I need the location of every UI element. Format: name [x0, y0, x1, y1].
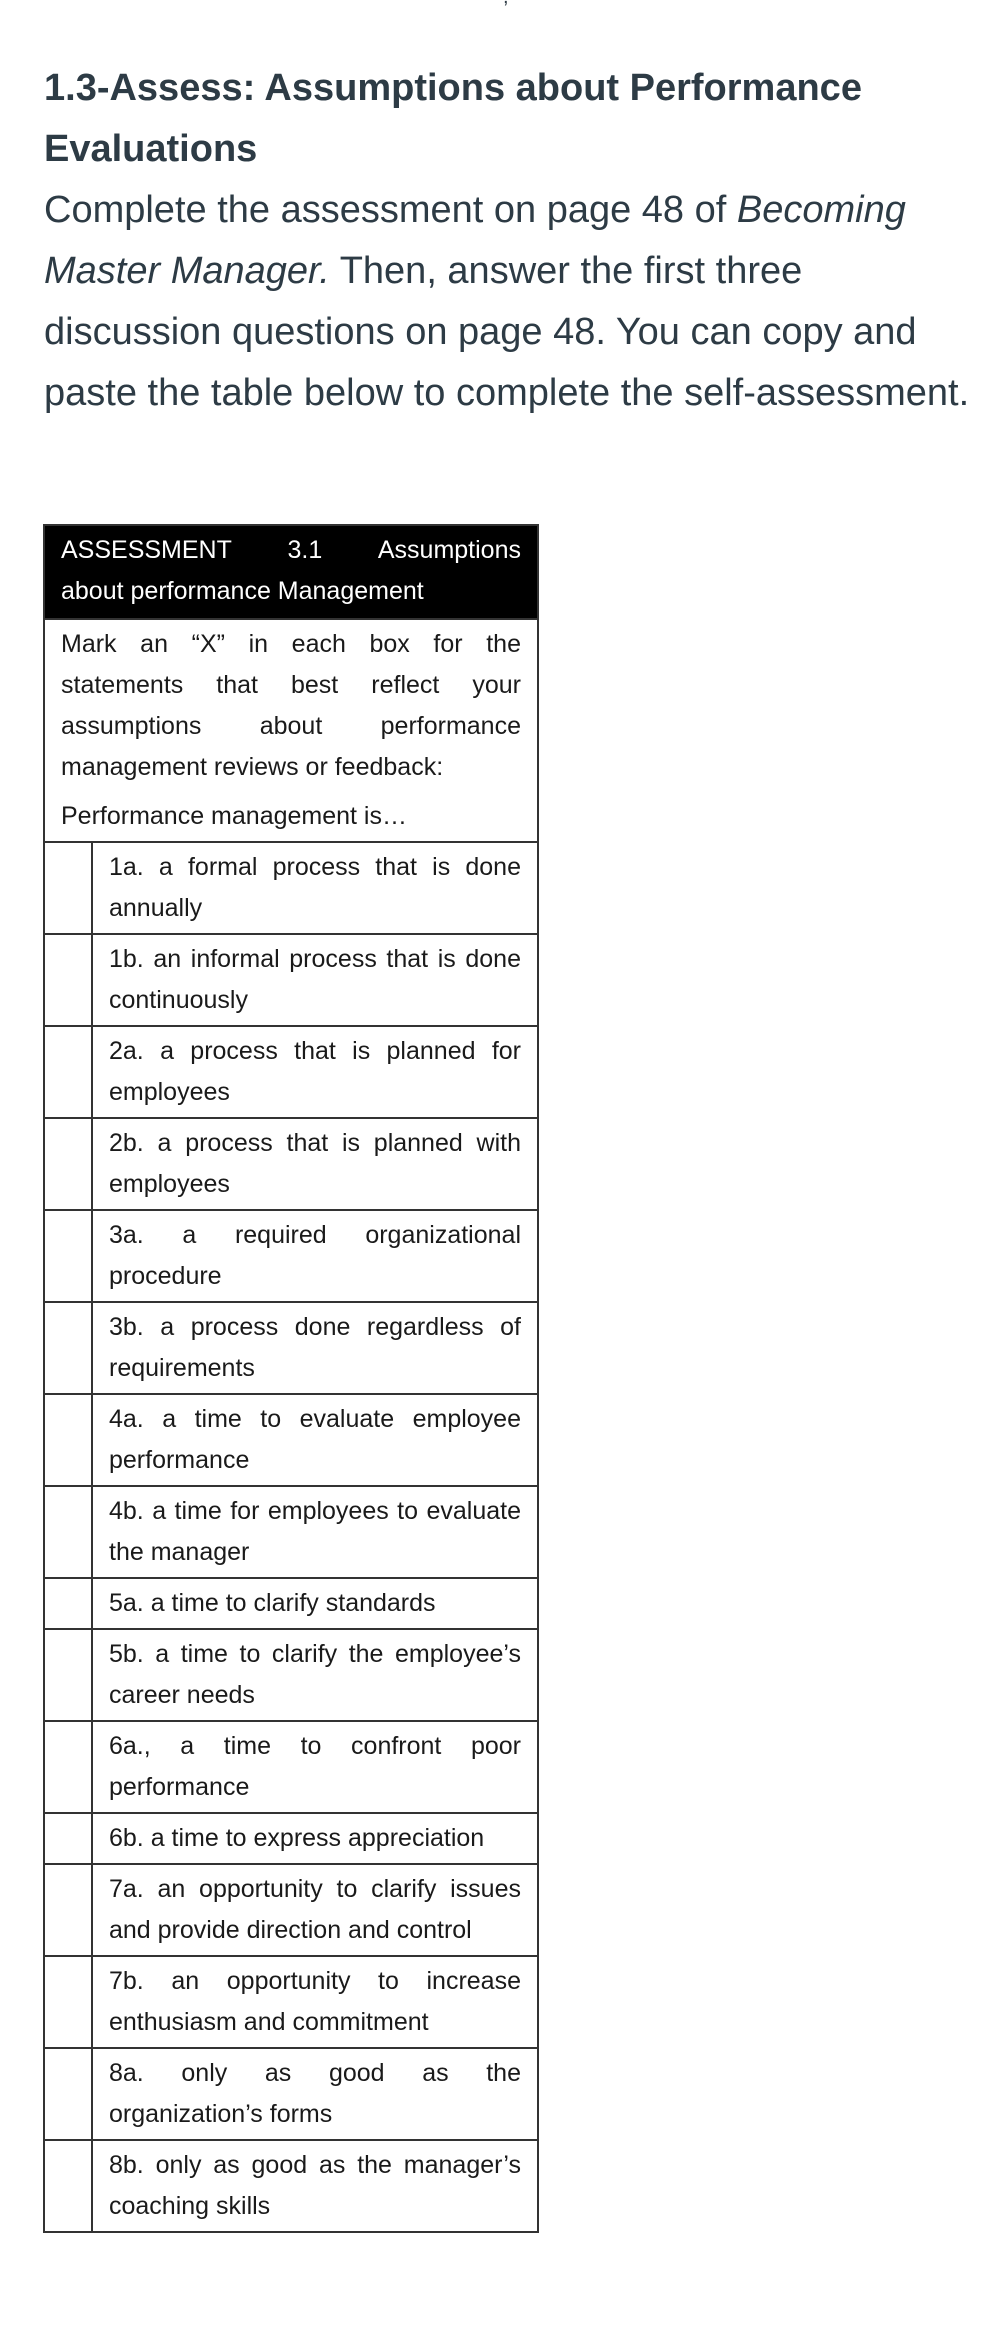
mark-box[interactable]	[44, 1026, 92, 1118]
assessment-statement: 4a. a time to evaluate employee performance	[92, 1394, 538, 1486]
mark-box[interactable]	[44, 1956, 92, 2048]
assessment-statement: 3b. a process done regardless of requirements	[92, 1302, 538, 1394]
lead-in-cell: Performance management is…	[44, 792, 538, 842]
section-heading: 1.3-Assess: Assumptions about Performance Evaluations	[44, 67, 862, 170]
mark-box[interactable]	[44, 1578, 92, 1629]
assessment-item-row	[44, 1302, 538, 1394]
assessment-statement: 7b. an opportunity to increase enthusiasm and commitment	[92, 1956, 538, 2048]
instructions-row	[44, 619, 538, 792]
header-assumptions-word: Assumptions	[377, 536, 521, 564]
assessment-item-row	[44, 1118, 538, 1210]
assessment-statement: 6b. a time to express appreciation	[92, 1813, 538, 1864]
assessment-item-row	[44, 1210, 538, 1302]
mark-box[interactable]	[44, 842, 92, 934]
mark-box[interactable]	[44, 1721, 92, 1813]
mark-box[interactable]	[44, 1864, 92, 1956]
table-header-line	[61, 530, 521, 571]
intro-text-end: Then, answer the first three discussion questions on page 48. You can copy and paste the table below to complete the self-assessment.	[44, 250, 970, 414]
table-header-subtitle: about performance Management	[61, 577, 424, 605]
assessment-statement: 1b. an informal process that is done continuously	[92, 934, 538, 1026]
mark-box[interactable]	[44, 1302, 92, 1394]
assessment-statement: 4b. a time for employees to evaluate the manager	[92, 1486, 538, 1578]
table-header-row	[44, 525, 538, 619]
assessment-statement: 8a. only as good as the organization’s forms	[92, 2048, 538, 2140]
instructions-cell: Mark an “X” in each box for the statements that best reflect your assumptions about performance management reviews or feedback:	[44, 619, 538, 792]
assessment-statement: 2b. a process that is planned with employees	[92, 1118, 538, 1210]
assessment-item-row	[44, 934, 538, 1026]
mark-box[interactable]	[44, 1486, 92, 1578]
assessment-statement: 8b. only as good as the manager’s coaching skills	[92, 2140, 538, 2232]
assessment-item-row	[44, 1394, 538, 1486]
mark-box[interactable]	[44, 1210, 92, 1302]
assessment-statement: 2a. a process that is planned for employees	[92, 1026, 538, 1118]
assignment-instructions	[44, 180, 984, 424]
assessment-item-row	[44, 1486, 538, 1578]
assessment-statement: 5b. a time to clarify the employee’s career needs	[92, 1629, 538, 1721]
mark-box[interactable]	[44, 2048, 92, 2140]
table-header-cell	[44, 525, 538, 619]
assessment-statement: 1a. a formal process that is done annually	[92, 842, 538, 934]
intro-text-start: Complete the assessment on page 48 of	[44, 189, 737, 231]
mark-box[interactable]	[44, 1813, 92, 1864]
mark-box[interactable]	[44, 934, 92, 1026]
mark-box[interactable]	[44, 1118, 92, 1210]
assessment-item-row	[44, 2048, 538, 2140]
assessment-item-row	[44, 1956, 538, 2048]
mark-box[interactable]	[44, 1629, 92, 1721]
assessment-item-row	[44, 842, 538, 934]
assessment-statement: 6a., a time to confront poor performance	[92, 1721, 538, 1813]
book-title: Becoming Master Manager.	[44, 189, 906, 292]
assessment-item-row	[44, 1721, 538, 1813]
assessment-item-row	[44, 1578, 538, 1629]
assessment-item-row	[44, 1629, 538, 1721]
mark-box[interactable]	[44, 1394, 92, 1486]
assessment-item-row	[44, 1813, 538, 1864]
assessment-item-row	[44, 2140, 538, 2232]
lead-in-row	[44, 792, 538, 842]
assessment-statement: 3a. a required organizational procedure	[92, 1210, 538, 1302]
mark-box[interactable]	[44, 2140, 92, 2232]
previous-text-fragment	[503, 0, 509, 9]
header-assessment-word: ASSESSMENT	[61, 536, 232, 564]
assessment-table	[43, 524, 539, 2233]
assessment-statement: 5a. a time to clarify standards	[92, 1578, 538, 1629]
assessment-item-row	[44, 1864, 538, 1956]
assessment-item-row	[44, 1026, 538, 1118]
assessment-statement: 7a. an opportunity to clarify issues and provide direction and control	[92, 1864, 538, 1956]
header-assessment-number: 3.1	[287, 536, 323, 564]
assignment-section	[44, 58, 984, 424]
